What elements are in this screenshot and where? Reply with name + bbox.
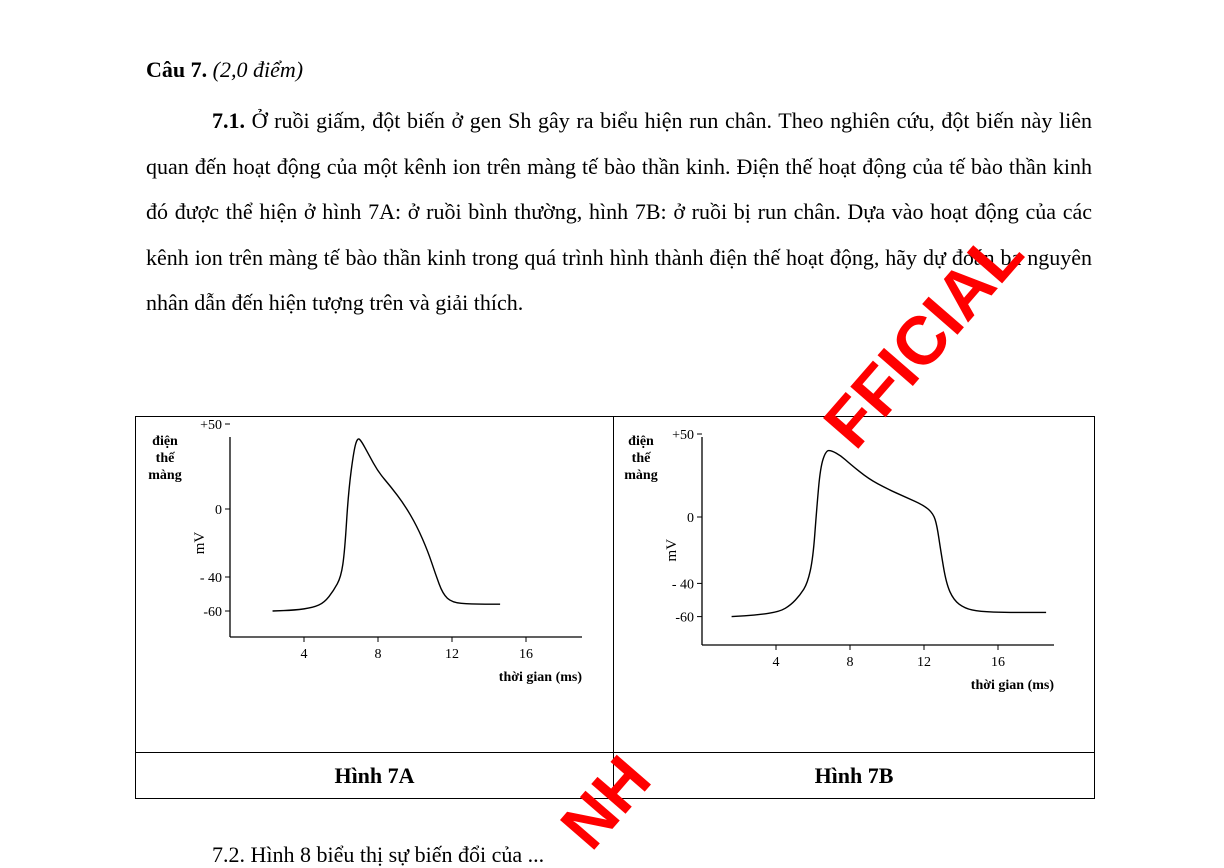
- y-axis-unit: mV: [192, 531, 208, 555]
- question-number: Câu 7.: [146, 57, 208, 82]
- y-tick-label: 0: [687, 511, 694, 526]
- watermark-lower: NH: [546, 741, 665, 863]
- part-7-1-paragraph: [146, 98, 1092, 326]
- y-tick-label: +50: [200, 418, 222, 433]
- caption-7a: Hình 7A: [334, 763, 415, 788]
- action-potential-curve: [273, 439, 501, 611]
- figure-table: [135, 416, 1095, 799]
- y-axis-label: thế: [631, 451, 651, 466]
- action-potential-curve: [732, 451, 1047, 617]
- x-tick-label: 8: [846, 655, 854, 670]
- y-axis-unit: mV: [664, 538, 680, 562]
- question-points: (2,0 điểm): [212, 57, 304, 82]
- x-axis-label: thời gian (ms): [970, 678, 1054, 693]
- y-axis-label: màng: [624, 468, 658, 483]
- watermark-upper: FFICIAL: [809, 215, 1038, 462]
- part-7-1-text: Ở ruồi giấm, đột biến ở gen Sh gây ra biểu hiện run chân. Theo nghiên cứu, đột biến này liên quan đến hoạt động của một kênh ion trên màng tế bào thần kinh. Điện thế hoạt động của tế bào thần kinh đó được thể hiện ở hình 7A: ở ruồi bình thường, hình 7B: ở ruồi bị run chân. Dựa vào hoạt động của các kênh ion trên màng tế bào thần kinh trong quá trình hình thành điện thế hoạt động, hãy dự đoán ba nguyên nhân dẫn đến hiện tượng trên và giải thích.: [146, 108, 1092, 316]
- y-axis-label: điện: [628, 434, 654, 449]
- x-tick-label: 4: [772, 655, 780, 670]
- y-tick-label: +50: [672, 428, 694, 443]
- x-tick-label: 12: [917, 655, 931, 670]
- y-axis-label: màng: [148, 468, 182, 483]
- caption-7b: Hình 7B: [814, 763, 894, 788]
- y-axis-label: điện: [152, 434, 178, 449]
- x-tick-label: 4: [300, 647, 308, 662]
- chart-7a: [136, 417, 613, 752]
- chart-7b: [614, 417, 1094, 752]
- y-tick-label: -60: [203, 605, 222, 620]
- table-vertical-divider: [613, 417, 614, 798]
- x-tick-label: 16: [519, 647, 533, 662]
- y-tick-label: -60: [675, 610, 694, 626]
- x-tick-label: 8: [374, 647, 382, 662]
- part-7-1-label: 7.1.: [212, 108, 245, 133]
- y-axis-label: thế: [155, 451, 175, 466]
- question-heading: [146, 56, 303, 84]
- next-part-partial: 7.2. Hình 8 biểu thị sự biến đổi của ...: [212, 842, 545, 867]
- y-tick-label: - 40: [199, 571, 222, 586]
- x-tick-label: 12: [445, 647, 459, 662]
- x-axis-label: thời gian (ms): [498, 670, 582, 685]
- x-tick-label: 16: [991, 655, 1005, 670]
- y-tick-label: - 40: [671, 577, 694, 593]
- y-tick-label: 0: [215, 503, 222, 518]
